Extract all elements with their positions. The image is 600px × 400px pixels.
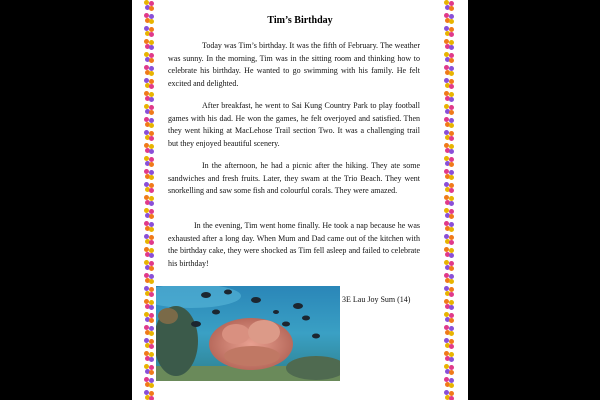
flower-icon xyxy=(144,182,154,193)
flower-petal xyxy=(149,149,154,154)
flower-petal xyxy=(449,240,454,245)
flower-petal xyxy=(449,266,454,271)
flower-icon xyxy=(144,13,154,24)
flower-icon xyxy=(144,52,154,63)
flower-petal xyxy=(449,344,454,349)
flower-petal xyxy=(449,6,454,11)
flower-icon xyxy=(144,221,154,232)
flower-petal xyxy=(449,97,454,102)
flower-petal xyxy=(449,201,454,206)
flower-icon xyxy=(444,234,454,245)
flower-petal xyxy=(149,305,154,310)
flower-icon xyxy=(144,377,154,388)
flower-icon xyxy=(444,325,454,336)
flower-icon xyxy=(144,39,154,50)
flower-border-left xyxy=(142,0,156,400)
flower-petal xyxy=(149,214,154,219)
flower-petal xyxy=(449,279,454,284)
flower-icon xyxy=(144,169,154,180)
flower-icon xyxy=(444,0,454,11)
flower-icon xyxy=(144,156,154,167)
flower-border-right xyxy=(442,0,456,400)
flower-icon xyxy=(144,195,154,206)
flower-petal xyxy=(449,188,454,193)
document-page xyxy=(132,0,468,400)
flower-petal xyxy=(449,396,454,400)
flower-petal xyxy=(149,32,154,37)
flower-petal xyxy=(149,253,154,258)
flower-icon xyxy=(144,364,154,375)
author-credit: 3E Lau Joy Sum (14) xyxy=(342,295,411,304)
flower-petal xyxy=(149,227,154,232)
flower-icon xyxy=(444,130,454,141)
flower-petal xyxy=(449,19,454,24)
flower-icon xyxy=(144,299,154,310)
flower-icon xyxy=(444,351,454,362)
flower-petal xyxy=(149,344,154,349)
flower-petal xyxy=(149,45,154,50)
flower-petal xyxy=(449,136,454,141)
coral-reef-image xyxy=(156,286,340,381)
flower-icon xyxy=(144,260,154,271)
flower-petal xyxy=(149,370,154,375)
flower-petal xyxy=(449,383,454,388)
flower-petal xyxy=(449,84,454,89)
flower-petal xyxy=(449,214,454,219)
flower-icon xyxy=(144,338,154,349)
flower-petal xyxy=(449,318,454,323)
flower-petal xyxy=(149,110,154,115)
paragraph-morning: Today was Tim’s birthday. It was the fifth of February. The weather was sunny. In the morning, Tim was in the sitting room and thinking how to celebrate his birthday. He wanted to go swimming with his family. He felt excited and delighted. xyxy=(168,41,420,88)
flower-icon xyxy=(444,247,454,258)
flower-icon xyxy=(144,247,154,258)
flower-icon xyxy=(144,390,154,400)
flower-petal xyxy=(449,305,454,310)
flower-icon xyxy=(444,338,454,349)
flower-icon xyxy=(444,13,454,24)
flower-petal xyxy=(149,201,154,206)
flower-icon xyxy=(144,143,154,154)
flower-icon xyxy=(444,299,454,310)
flower-petal xyxy=(449,331,454,336)
flower-petal xyxy=(149,175,154,180)
flower-petal xyxy=(149,123,154,128)
flower-icon xyxy=(144,208,154,219)
flower-icon xyxy=(444,195,454,206)
flower-icon xyxy=(444,91,454,102)
flower-petal xyxy=(149,188,154,193)
flower-icon xyxy=(144,0,154,11)
flower-icon xyxy=(144,117,154,128)
flower-icon xyxy=(144,65,154,76)
flower-petal xyxy=(149,136,154,141)
flower-petal xyxy=(449,227,454,232)
flower-petal xyxy=(449,162,454,167)
flower-icon xyxy=(444,260,454,271)
flower-petal xyxy=(449,253,454,258)
flower-petal xyxy=(449,370,454,375)
flower-icon xyxy=(444,39,454,50)
flower-icon xyxy=(444,312,454,323)
flower-petal xyxy=(149,383,154,388)
page-title: Tim’s Birthday xyxy=(267,15,333,26)
flower-icon xyxy=(444,377,454,388)
flower-petal xyxy=(149,279,154,284)
flower-petal xyxy=(149,318,154,323)
flower-icon xyxy=(444,156,454,167)
flower-petal xyxy=(149,331,154,336)
flower-petal xyxy=(149,266,154,271)
flower-icon xyxy=(444,143,454,154)
flower-icon xyxy=(444,390,454,400)
flower-icon xyxy=(144,78,154,89)
paragraph-afternoon: In the afternoon, he had a picnic after the hiking. They ate some sandwiches and fresh fruits. Later, they swam at the Trio Beach. They went snorkelling and saw some fish and colourful corals. They were amazed. xyxy=(168,161,420,195)
flower-petal xyxy=(149,84,154,89)
flower-icon xyxy=(144,26,154,37)
flower-petal xyxy=(449,123,454,128)
flower-petal xyxy=(149,357,154,362)
flower-icon xyxy=(144,351,154,362)
flower-icon xyxy=(144,234,154,245)
flower-petal xyxy=(149,240,154,245)
flower-icon xyxy=(144,104,154,115)
flower-petal xyxy=(149,19,154,24)
flower-petal xyxy=(449,292,454,297)
flower-icon xyxy=(444,286,454,297)
flower-icon xyxy=(144,325,154,336)
paragraph-breakfast: After breakfast, he went to Sai Kung Country Park to play football games with his dad. He won the games, he felt overjoyed and satisfied. Then they went hiking at MacLehose Trail section Two. It was a challenging trail but they enjoyed beautiful scenery. xyxy=(168,101,420,148)
flower-petal xyxy=(149,58,154,63)
flower-petal xyxy=(449,45,454,50)
flower-petal xyxy=(149,292,154,297)
flower-petal xyxy=(449,32,454,37)
flower-icon xyxy=(444,169,454,180)
flower-petal xyxy=(449,357,454,362)
flower-icon xyxy=(444,117,454,128)
flower-icon xyxy=(144,91,154,102)
flower-icon xyxy=(444,104,454,115)
flower-petal xyxy=(149,71,154,76)
flower-petal xyxy=(449,175,454,180)
flower-icon xyxy=(144,130,154,141)
flower-icon xyxy=(444,208,454,219)
flower-icon xyxy=(444,26,454,37)
flower-icon xyxy=(144,286,154,297)
flower-petal xyxy=(149,97,154,102)
flower-icon xyxy=(144,273,154,284)
flower-icon xyxy=(444,273,454,284)
flower-petal xyxy=(149,396,154,400)
flower-petal xyxy=(449,58,454,63)
flower-petal xyxy=(449,71,454,76)
flower-petal xyxy=(149,6,154,11)
flower-petal xyxy=(449,110,454,115)
coral-reef-photo xyxy=(156,286,340,381)
flower-petal xyxy=(149,162,154,167)
flower-icon xyxy=(444,78,454,89)
flower-icon xyxy=(444,65,454,76)
paragraph-evening: In the evening, Tim went home finally. He took a nap because he was exhausted after a long day. When Mum and Dad came out of the kitchen with the birthday cake, they were shocked as Tim fell asleep and failed to celebrate his birthday! xyxy=(168,221,420,268)
flower-icon xyxy=(444,221,454,232)
flower-icon xyxy=(444,182,454,193)
flower-petal xyxy=(449,149,454,154)
flower-icon xyxy=(444,364,454,375)
flower-icon xyxy=(444,52,454,63)
flower-icon xyxy=(144,312,154,323)
